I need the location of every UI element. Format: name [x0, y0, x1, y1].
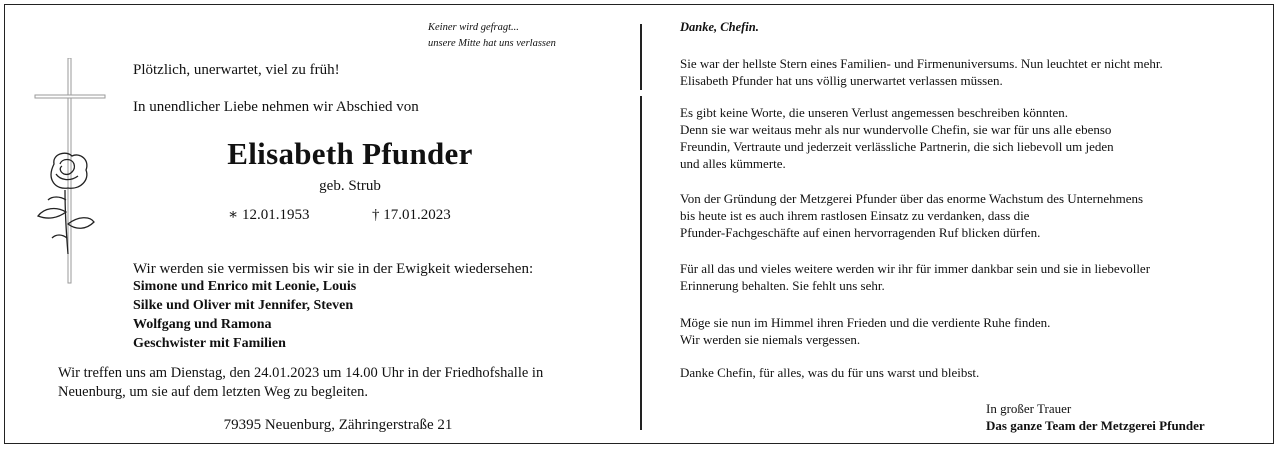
text-line: Freundin, Vertraute und jederzeit verlässliche Partnerin, die sich liebevoll um jeden — [680, 139, 1114, 154]
thanks-paragraph-6 — [680, 364, 979, 381]
family-member: Simone und Enrico mit Leonie, Louis — [133, 279, 357, 294]
text-line: und alles kümmerte. — [680, 156, 786, 171]
thanks-paragraph-3 — [680, 190, 1143, 241]
intro-text: Plötzlich, unerwartet, viel zu früh! — [133, 62, 340, 78]
text-line: Denn sie war weitaus mehr als nur wundervolle Chefin, sie war für uns alle ebenso — [680, 122, 1112, 137]
text-line: Für all das und vieles weitere werden wir ihr für immer dankbar sein und sie in liebevoller — [680, 261, 1151, 276]
rose-icon — [32, 150, 98, 256]
quote — [428, 20, 556, 52]
text-line: Erinnerung behalten. Sie fehlt uns sehr. — [680, 278, 885, 293]
death-date: † 17.01.2023 — [372, 207, 451, 223]
family-member: Geschwister mit Familien — [133, 336, 286, 351]
text-line: Wir werden sie niemals vergessen. — [680, 332, 861, 347]
deceased-name: Elisabeth Pfunder — [227, 136, 473, 171]
text-line: Elisabeth Pfunder hat uns völlig unerwartet verlassen müssen. — [680, 73, 1003, 88]
miss-line: Wir werden sie vermissen bis wir sie in der Ewigkeit wiedersehen: — [133, 261, 534, 277]
family-list — [133, 277, 356, 353]
column-divider-top — [640, 24, 642, 90]
column-divider — [640, 96, 642, 430]
funeral-line-2: Neuenburg, um sie auf dem letzten Weg zu begleiten. — [58, 384, 368, 400]
thanks-paragraph-5 — [680, 314, 1050, 348]
signoff-intro: In großer Trauer — [986, 401, 1072, 416]
text-line: Sie war der hellste Stern eines Familien- und Firmenuniversums. Nun leuchtet er nicht mehr. — [680, 56, 1163, 71]
text-line: Von der Gründung der Metzgerei Pfunder über das enorme Wachstum des Unternehmens — [680, 191, 1144, 206]
thanks-paragraph-4 — [680, 260, 1150, 294]
funeral-info — [58, 364, 543, 402]
quote-line-1: Keiner wird gefragt... — [428, 22, 519, 33]
farewell-text: In unendlicher Liebe nehmen wir Abschied von — [133, 99, 419, 115]
maiden-name: geb. Strub — [319, 178, 381, 194]
address: 79395 Neuenburg, Zähringerstraße 21 — [223, 417, 453, 433]
text-line: Möge sie nun im Himmel ihren Frieden und die verdiente Ruhe finden. — [680, 315, 1051, 330]
text-line: Es gibt keine Worte, die unseren Verlust angemessen beschreiben könnten. — [680, 105, 1069, 120]
family-member: Wolfgang und Ramona — [133, 317, 272, 332]
funeral-line-1: Wir treffen uns am Dienstag, den 24.01.2023 um 14.00 Uhr in der Friedhofshalle in — [58, 365, 544, 381]
signoff: Das ganze Team der Metzgerei Pfunder — [986, 418, 1205, 433]
text-line: Pfunder-Fachgeschäfte auf einen hervorragenden Ruf blicken dürfen. — [680, 225, 1041, 240]
quote-line-2: unsere Mitte hat uns verlassen — [428, 38, 556, 49]
family-member: Silke und Oliver mit Jennifer, Steven — [133, 298, 354, 313]
text-line: bis heute ist es auch ihrem rastlosen Einsatz zu verdanken, dass die — [680, 208, 1030, 223]
text-line: Danke Chefin, für alles, was du für uns warst und bleibst. — [680, 365, 980, 380]
thanks-paragraph-2 — [680, 104, 1114, 172]
birth-date: ∗ 12.01.1953 — [228, 207, 310, 223]
thanks-heading: Danke, Chefin. — [680, 20, 759, 34]
thanks-paragraph-1 — [680, 55, 1163, 89]
